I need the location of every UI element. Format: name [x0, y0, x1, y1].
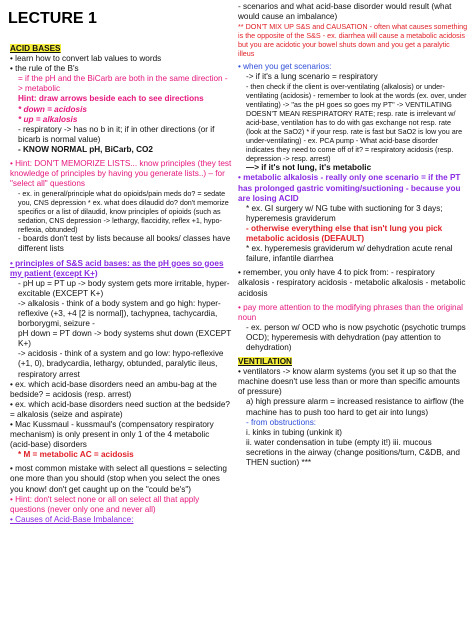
right-line-9: * ex. hyperemesis graviderum w/ dehydration acute renal failure, infantile diarrhea — [246, 244, 453, 264]
right-line-10: • remember, you only have 4 to pick from: - respiratory alkalosis - respiratory acidosis - metabolic alkalosis - metabolic acidosis — [238, 268, 466, 298]
left-line-14: pH down = PT down -> body systems shut down (EXCEPT K+) — [18, 329, 232, 349]
left-line-7: - KNOW NORMAL pH, BiCarb, CO2 — [18, 144, 153, 154]
right-line-0: - scenarios and what acid-base disorder would result (what would cause an imbalance) — [238, 2, 452, 22]
left-line-2: = if the pH and the BiCarb are both in the same direction -> metabolic — [18, 74, 228, 94]
left-line-5: * up = alkalosis — [18, 114, 78, 124]
left-line-9: - ex. in general/principle what do opioids/pain meds do? = sedate you, CNS depression * ex. what does dilaudid do? don't memorize specifics or a list of dilaudid, know principles of opioids (such as sedation, CNS depression -> lethargy, flaccidity, reflex +1, hypo-reflexia, obtunded) — [18, 189, 229, 235]
right-line-16: - from obstructions: — [246, 417, 317, 427]
left-line-4: * down = acidosis — [18, 104, 87, 114]
left-line-16: • ex. which acid-base disorders need an ambu-bag at the bedside? = acidosis (resp. arrest) — [10, 379, 217, 399]
left-line-1: • the rule of the B's — [10, 64, 79, 74]
left-line-6: - respiratory -> has no b in it; if in other directions (or if bicarb is normal value) — [18, 124, 215, 144]
left-line-15: -> acidosis - think of a system and go low: hypo-reflexive (+1, 0), bradycardia, lethargy, obtunded, paralytic ileus, respiratory arrest — [18, 349, 224, 379]
right-line-8: - otherwise everything else that isn't lung you pick metabolic acidosis (DEFAULT) — [246, 223, 443, 244]
acid-bases-heading: ACID BASES — [10, 44, 61, 53]
left-line-11: • principles of S&S acid bases: as the pH goes so goes my patient (except K+) — [10, 258, 224, 278]
left-line-22: • Causes of Acid-Base Imbalance: — [10, 514, 134, 524]
right-line-15: a) high pressure alarm = increased resistance to airflow (the machine has to push too hard to get air into lungs) — [246, 397, 464, 417]
left-column — [10, 44, 232, 525]
right-line-6: • metabolic alkalosis - really only one scenario = if the PT has prolonged gastric vomiting/suctioning - because you are losing ACID — [238, 173, 461, 203]
right-line-1: ** DON'T MIX UP S&S and CAUSATION - often what causes something is the opposite of the S&S - ex. diarrhea will cause a metabolic acidosis but you are acidotic your bowel shuts down and you get a paralytic illeus — [238, 22, 468, 59]
left-line-8: • Hint: DON'T MEMORIZE LISTS... know principles (they test knowledge of principles by having you generate lists..) – for "select all" questions — [10, 159, 232, 189]
left-line-17: • ex. which acid-base disorders need suction at the bedside? = alkalosis (seize and aspirate) — [10, 399, 230, 419]
right-line-7: * ex. GI surgery w/ NG tube with suctioning for 3 days; hyperemesis graviderum — [246, 203, 443, 223]
left-line-20: • most common mistake with select all questions = selecting one more than you should (stop when you select the ones you know! don't get caught up on the "could be's") — [10, 464, 227, 494]
lecture-title: LECTURE 1 — [8, 10, 97, 27]
right-line-5: —> if it's not lung, it's metabolic — [246, 163, 372, 173]
ventilation-heading: VENTILATION — [238, 357, 292, 367]
right-line-3: -> if it's a lung scenario = respiratory — [246, 72, 378, 82]
left-line-18: • Mac Kussmaul - kussmaul's (compensatory respiratory mechanism) is only present in only 1 of the 4 metabolic (acid-base) disorders — [10, 420, 214, 450]
left-line-21: • Hint: don't select none or all on select all that apply questions (never only one and never all) — [10, 494, 200, 514]
left-line-10: - boards don't test by lists because all books/ classes have different lists — [18, 234, 231, 254]
right-line-17: i. kinks in tubing (unkink it) — [246, 427, 343, 437]
right-line-12: - ex. person w/ OCD who is now psychotic (psychotic trumps OCD); hyperemesis with dehydration (pay attention to dehydration) — [246, 322, 466, 352]
left-line-19: * M = metabolic AC = acidosis — [18, 450, 134, 460]
right-line-11: • pay more attention to the modifying phrases than the original noun — [238, 302, 463, 322]
right-column — [238, 2, 468, 468]
right-line-4: - then check if the client is over-ventilating (alkalosis) or under-ventilating (acidosis) - remember to look at the words (ex. over, under ventilating) -> "as the pH goes so goes my PT" -> VENTILATING DOESN'T MEAN RESPIRATORY RATE; resp. rate is irrelevant w/ acid-base, ventilation has to do with gas exchange not resp. rate (look at the SaO2) * if your resp. rate is fast but SaO2 is low you are under-ventilating) - ex. PCA pump - What acid-base disorder indicates they need to come off of it? = respiratory acidosis (resp. depression -> resp. arrest) — [246, 82, 467, 164]
left-line-13: -> alkalosis - think of a body system and go high: hyper-reflexive (+3, +4 [2 is normal]), tachypnea, tachycardia, borborygmi, seizure - — [18, 298, 221, 329]
right-line-2: • when you get scenarios: — [238, 62, 332, 72]
right-line-14: • ventilators -> know alarm systems (you set it up so that the machine doesn't use less than or more than specific amounts of pressure) — [238, 367, 460, 397]
right-line-18: ii. water condensation in tube (empty it!) iii. mucous secretions in the airway (change positions/turn, C&DB, and THEN suction) *** — [246, 437, 460, 467]
left-line-3: Hint: draw arrows beside each to see directions — [18, 94, 204, 104]
left-line-0: • learn how to convert lab values to words — [10, 54, 162, 64]
left-line-12: - pH up = PT up -> body system gets more irritable, hyper-excitable (EXCEPT K+) — [18, 278, 230, 298]
